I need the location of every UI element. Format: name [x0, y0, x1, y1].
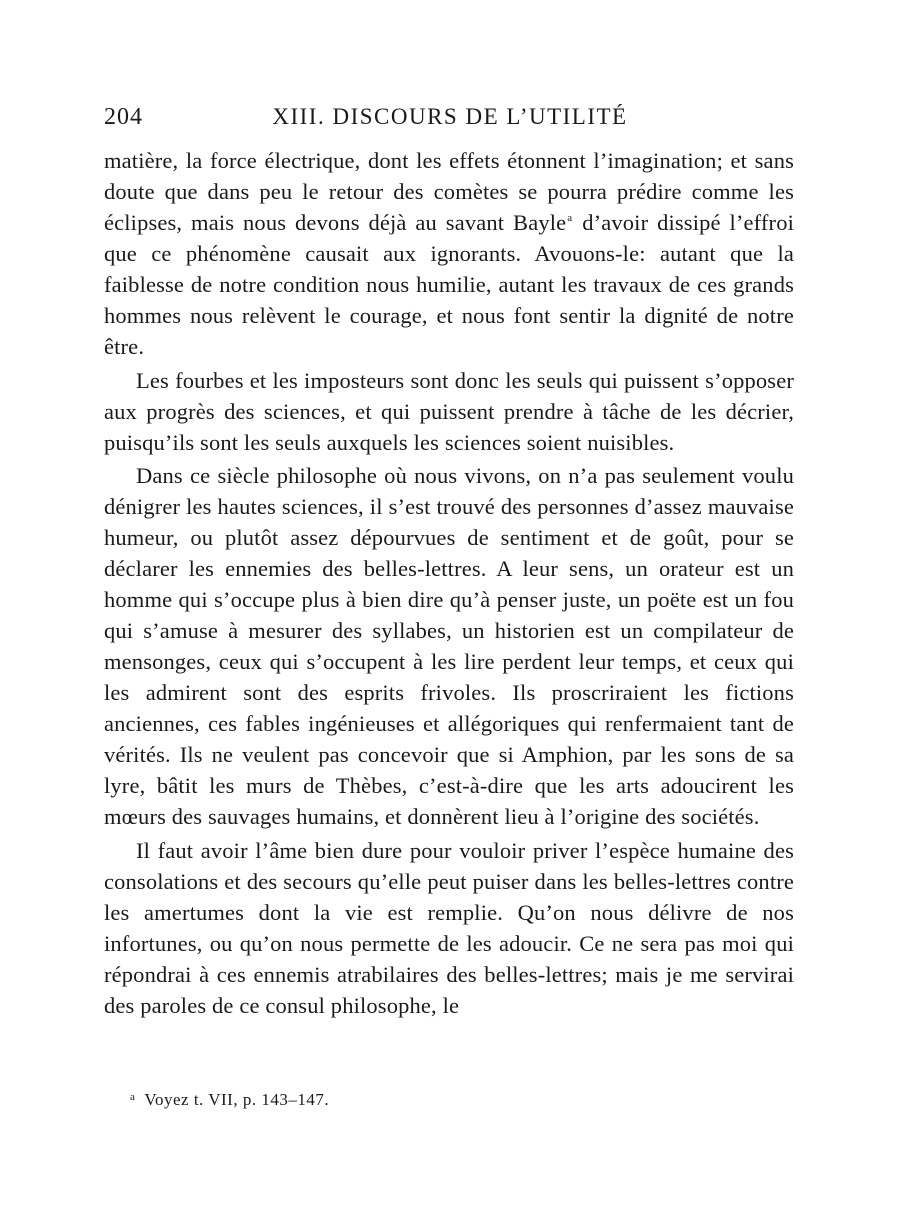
running-title: XIII. DISCOURS DE L’UTILITÉ [272, 104, 628, 129]
footnote-marker: a [130, 1091, 136, 1103]
paragraph-1 [104, 145, 794, 362]
paragraph-1-text: matière, la force électrique, dont les effets étonnent l’imagination; et sans doute que dans peu le retour des comètes se pourra prédire comme les éclipses, mais nous devons déjà au savant Bayle [104, 148, 794, 235]
paragraph-1-text-cont: d’avoir dissipé l’effroi que ce phénomène causait aux ignorants. Avouons-le: autant que la faiblesse de notre condition nous humilie, autant les travaux de ces grands hommes nous relèvent le courage, et nous font sentir la dignité de notre être. [104, 210, 794, 359]
paragraph-2: Les fourbes et les imposteurs sont donc les seuls qui puissent s’opposer aux progrès des sciences, et qui puissent prendre à tâche de les décrier, puisqu’ils sont les seuls auxquels les sciences soient nuisibles. [104, 367, 794, 455]
footnote [130, 1085, 790, 1112]
page-header [104, 104, 796, 138]
body-text [104, 145, 794, 1023]
paragraph-3: Dans ce siècle philosophe où nous vivons, on n’a pas seulement voulu dénigrer les hautes sciences, il s’est trouvé des personnes d’assez mauvaise humeur, ou plutôt assez dépourvues de sentiment et de goût, pour se déclarer les ennemies des belles-lettres. A leur sens, un orateur est un homme qui s’occupe plus à bien dire qu’à penser juste, un poëte est un fou qui s’amuse à mesurer des syllabes, un historien est un compilateur de mensonges, ceux qui s’occupent à les lire perdent leur temps, et ceux qui les admirent sont des esprits frivoles. Ils proscriraient les fictions anciennes, ces fables ingénieuses et allégoriques qui renfermaient tant de vérités. Ils ne veulent pas concevoir que si Amphion, par les sons de sa lyre, bâtit les murs de Thèbes, c’est-à-dire que les arts adoucirent les mœurs des sauvages humains, et donnèrent lieu à l’origine des sociétés. [104, 463, 794, 829]
page-number: 204 [104, 104, 143, 130]
footnote-text: Voyez t. VII, p. 143–147. [144, 1090, 330, 1109]
footnote-reference[interactable]: a [567, 212, 573, 224]
paragraph-4: Il faut avoir l’âme bien dure pour vouloir priver l’espèce humaine des consolations et des secours qu’elle peut puiser dans les belles-lettres contre les amertumes dont la vie est remplie. Qu’on nous délivre de nos infortunes, ou qu’on nous permette de les adoucir. Ce ne sera pas moi qui répondrai à ces ennemis atrabilaires des belles-lettres; mais je me servirai des paroles de ce consul philosophe, le [104, 837, 794, 1018]
